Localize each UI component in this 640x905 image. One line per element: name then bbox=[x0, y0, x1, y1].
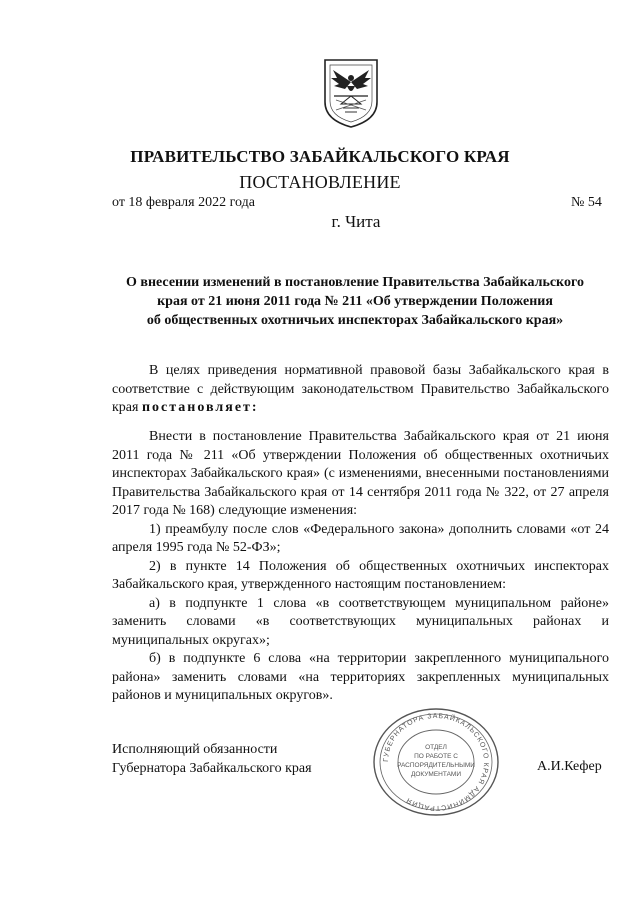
document-body bbox=[112, 428, 609, 706]
signatory-position bbox=[112, 740, 312, 778]
stamp-line-3: РАСПОРЯДИТЕЛЬНЫМИ bbox=[397, 762, 475, 769]
signatory-position-line-1: Исполняющий обязанности bbox=[112, 742, 278, 757]
stamp-line-4: ДОКУМЕНТАМИ bbox=[410, 771, 462, 778]
document-type: ПОСТАНОВЛЕНИЕ bbox=[239, 172, 401, 192]
preamble bbox=[112, 362, 609, 418]
signatory-name: А.И.Кефер bbox=[537, 759, 602, 774]
subject-line-2: края от 21 июня 2011 года № 211 «Об утверждении Положения bbox=[157, 294, 553, 309]
item-1: 1) преамбулу после слов «Федерального закона» дополнить словами «от 24 апреля 1995 года № 52-ФЗ»; bbox=[112, 521, 609, 555]
subject-line-3: об общественных охотничьих инспекторах Забайкальского края» bbox=[146, 313, 564, 328]
document-date: от 18 февраля 2022 года bbox=[112, 195, 255, 210]
document-subject bbox=[100, 273, 610, 330]
item-2a: а) в подпункте 1 слова «в соответствующем муниципальном районе» заменить словами «в соответствующих муниципальных районах и муниципальных округах»; bbox=[112, 595, 609, 648]
item-2: 2) в пункте 14 Положения об общественных охотничьих инспекторах Забайкальского края, утвержденного настоящим постановлением: bbox=[112, 558, 609, 592]
document-number: № 54 bbox=[571, 195, 602, 210]
stamp-line-2: ПО РАБОТЕ С bbox=[414, 753, 458, 760]
document-city: г. Чита bbox=[331, 212, 381, 231]
stamp-outer-text: ГУБЕРНАТОРА ЗАБАЙКАЛЬСКОГО КРАЯ АДМИНИСТРАЦИЯ bbox=[382, 712, 490, 812]
preamble-decree: постановляет: bbox=[141, 400, 259, 415]
paragraph-main: Внести в постановление Правительства Забайкальского края от 21 июня 2011 года № 211 «Об утверждении Положения об общественных охотничьих инспекторах Забайкальского края» (с изменениями, внесенными постановлениями Правительства Забайкальского края от 14 сентября 2011 года № 322, от 27 апреля 2017 года № 168) следующие изменения: bbox=[112, 429, 609, 518]
item-2b: б) в подпункте 6 слова «на территории закрепленного муниципального района» заменить словами «на территориях закрепленных муниципальных районов и муниципальных округов». bbox=[112, 651, 609, 703]
coat-of-arms-icon bbox=[321, 56, 381, 130]
government-title: ПРАВИТЕЛЬСТВО ЗАБАЙКАЛЬСКОГО КРАЯ bbox=[130, 147, 510, 166]
subject-line-1: О внесении изменений в постановление Правительства Забайкальского bbox=[126, 275, 584, 290]
preamble-text: В целях приведения нормативной правовой базы Забайкальского края в соответствие с действующим законодательством Правительство Забайкальского края bbox=[112, 363, 609, 415]
stamp-line-1: ОТДЕЛ bbox=[425, 744, 447, 751]
signatory-position-line-2: Губернатора Забайкальского края bbox=[112, 761, 312, 776]
official-stamp-icon bbox=[370, 706, 502, 818]
